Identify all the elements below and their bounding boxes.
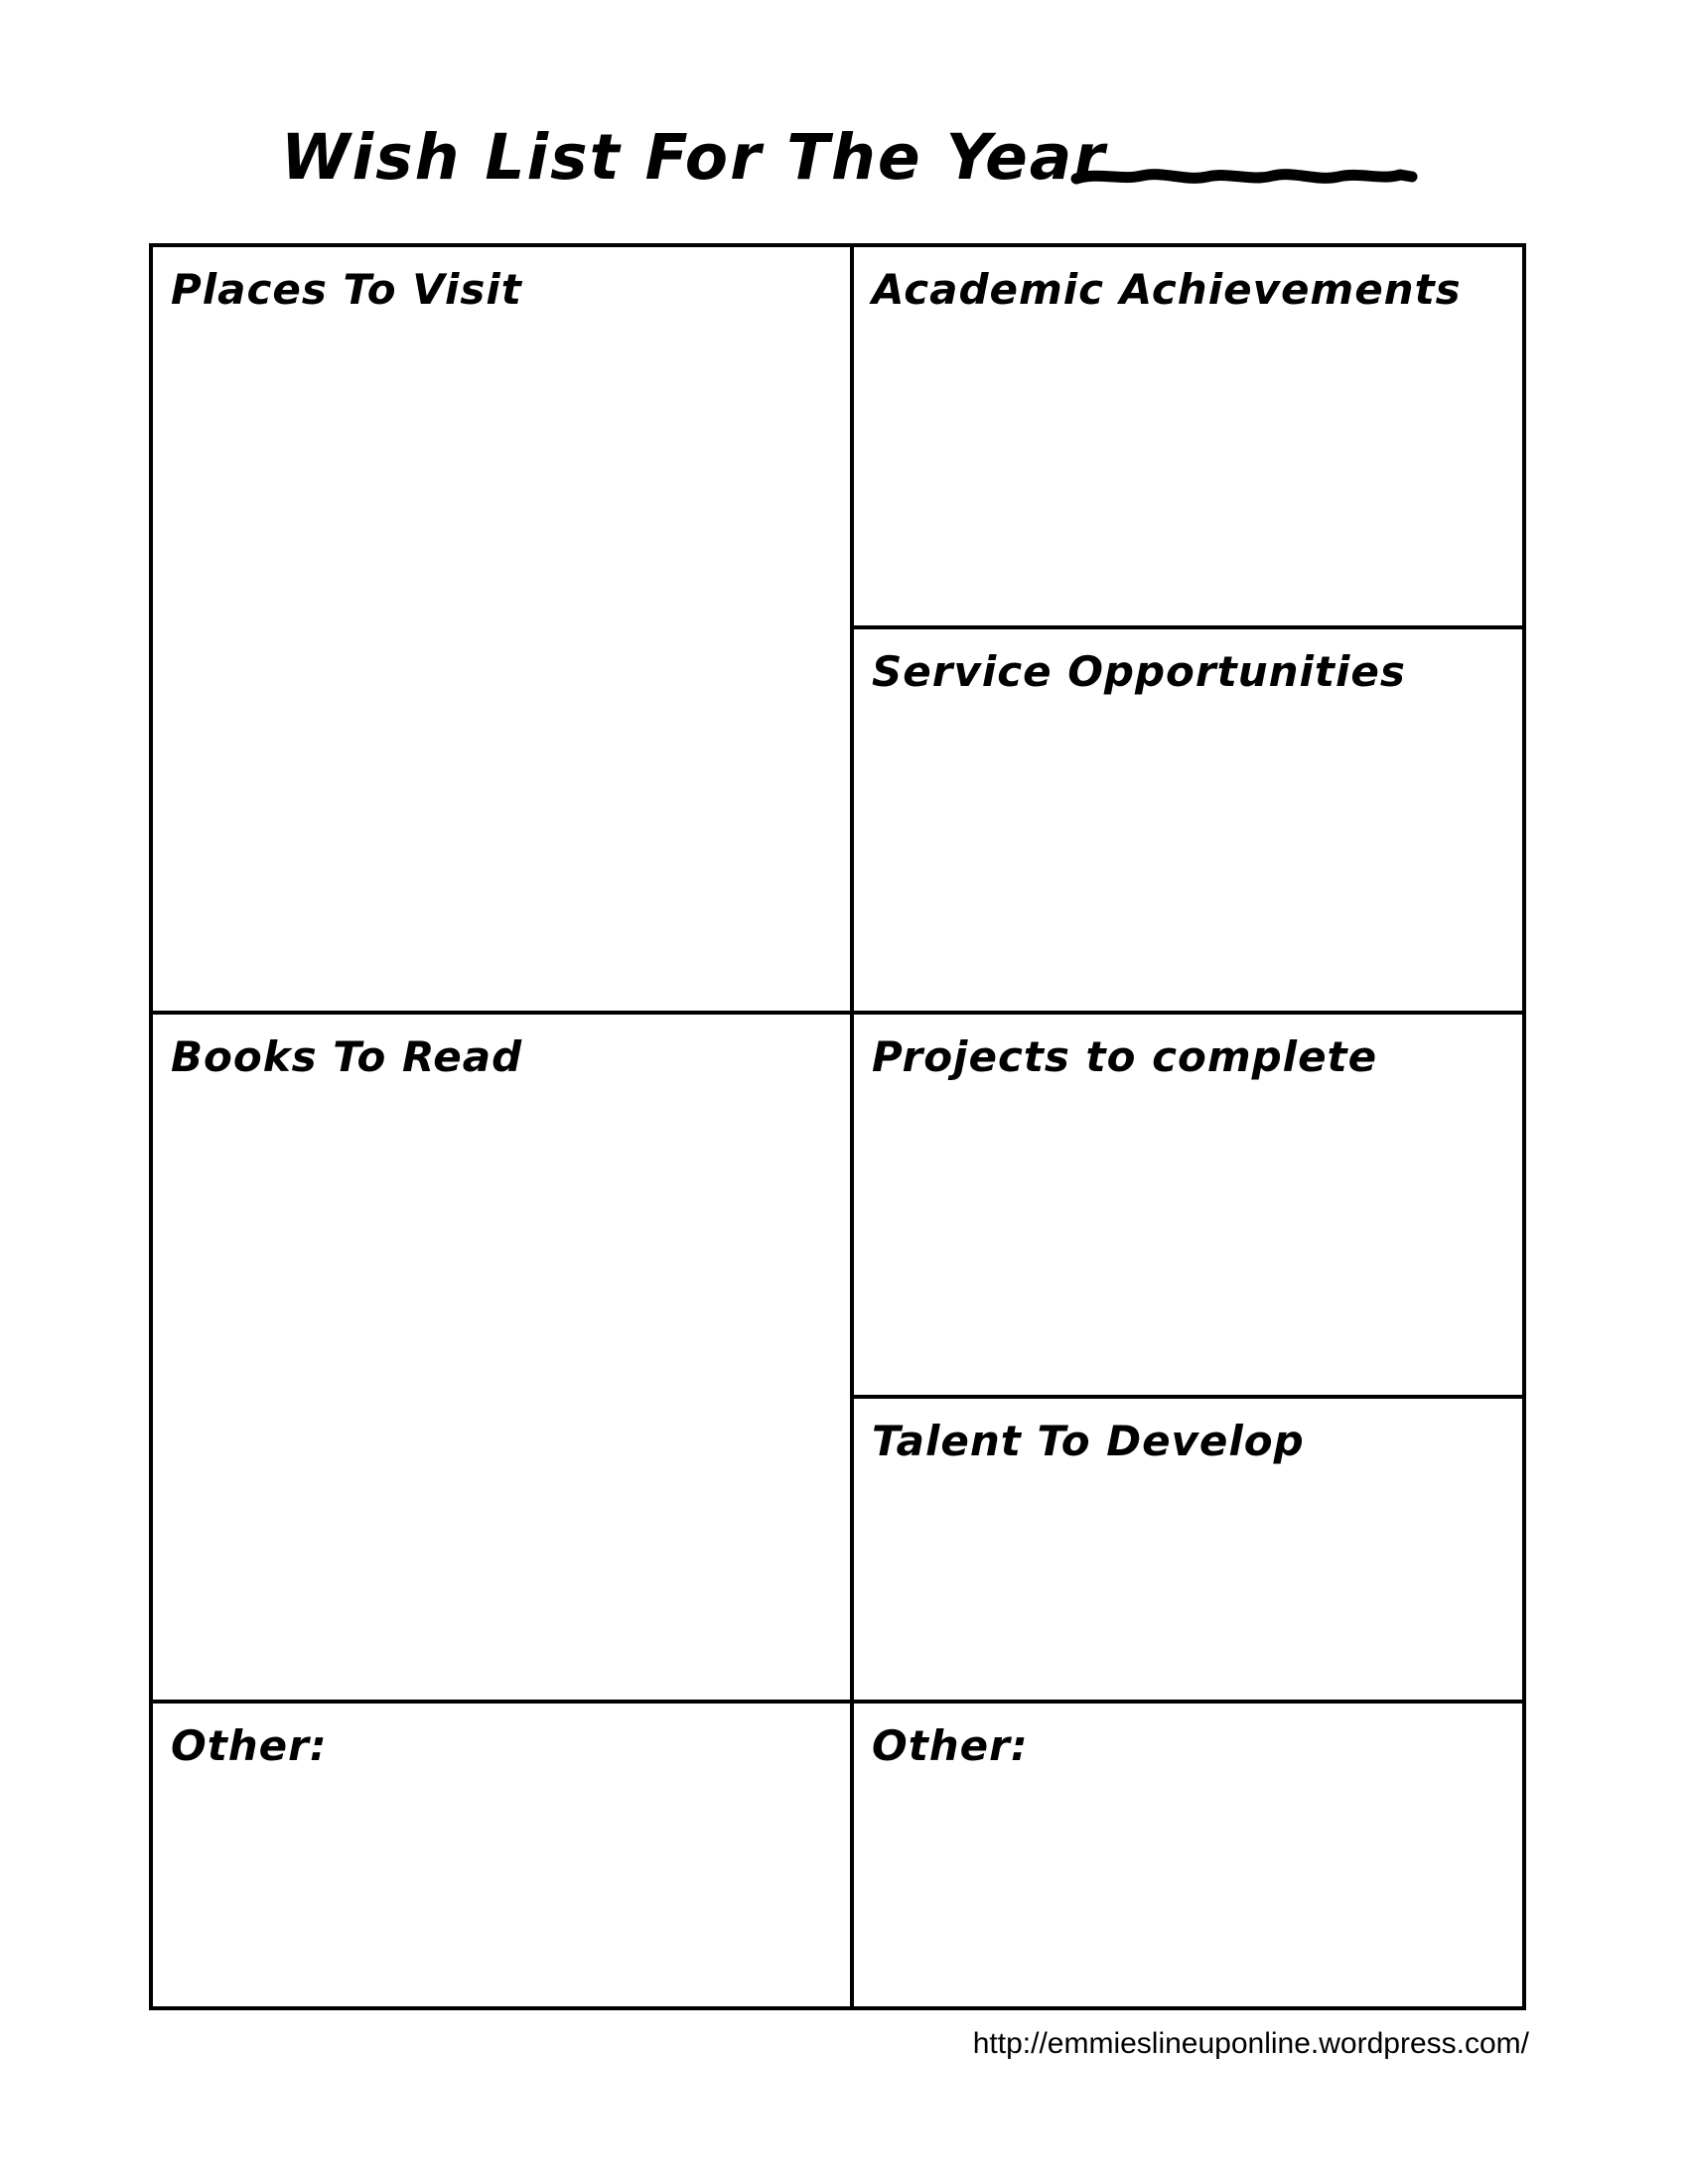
page-title: Wish List For The Year — [281, 121, 1107, 194]
section-label: Service Opportunities — [872, 647, 1406, 696]
column-right — [854, 247, 1522, 2006]
year-blank-line — [1068, 155, 1422, 199]
column-left — [153, 247, 854, 2006]
section-label: Talent To Develop — [872, 1417, 1305, 1465]
footer-url: http://emmieslineuponline.wordpress.com/ — [972, 2027, 1529, 2060]
section-label: Other: — [171, 1721, 328, 1770]
section-books-to-read — [153, 1011, 850, 1700]
section-service-opportunities — [854, 625, 1522, 1011]
section-label: Academic Achievements — [872, 265, 1462, 314]
section-places-to-visit — [153, 247, 850, 1011]
section-other-right — [854, 1700, 1522, 2006]
section-other-left — [153, 1700, 850, 2006]
wishlist-grid — [149, 243, 1526, 2010]
section-projects-to-complete — [854, 1011, 1522, 1395]
section-talent-to-develop — [854, 1395, 1522, 1700]
section-label: Places To Visit — [171, 265, 522, 314]
section-label: Books To Read — [171, 1032, 523, 1081]
section-label: Other: — [872, 1721, 1029, 1770]
section-academic-achievements — [854, 247, 1522, 625]
section-label: Projects to complete — [872, 1032, 1378, 1081]
